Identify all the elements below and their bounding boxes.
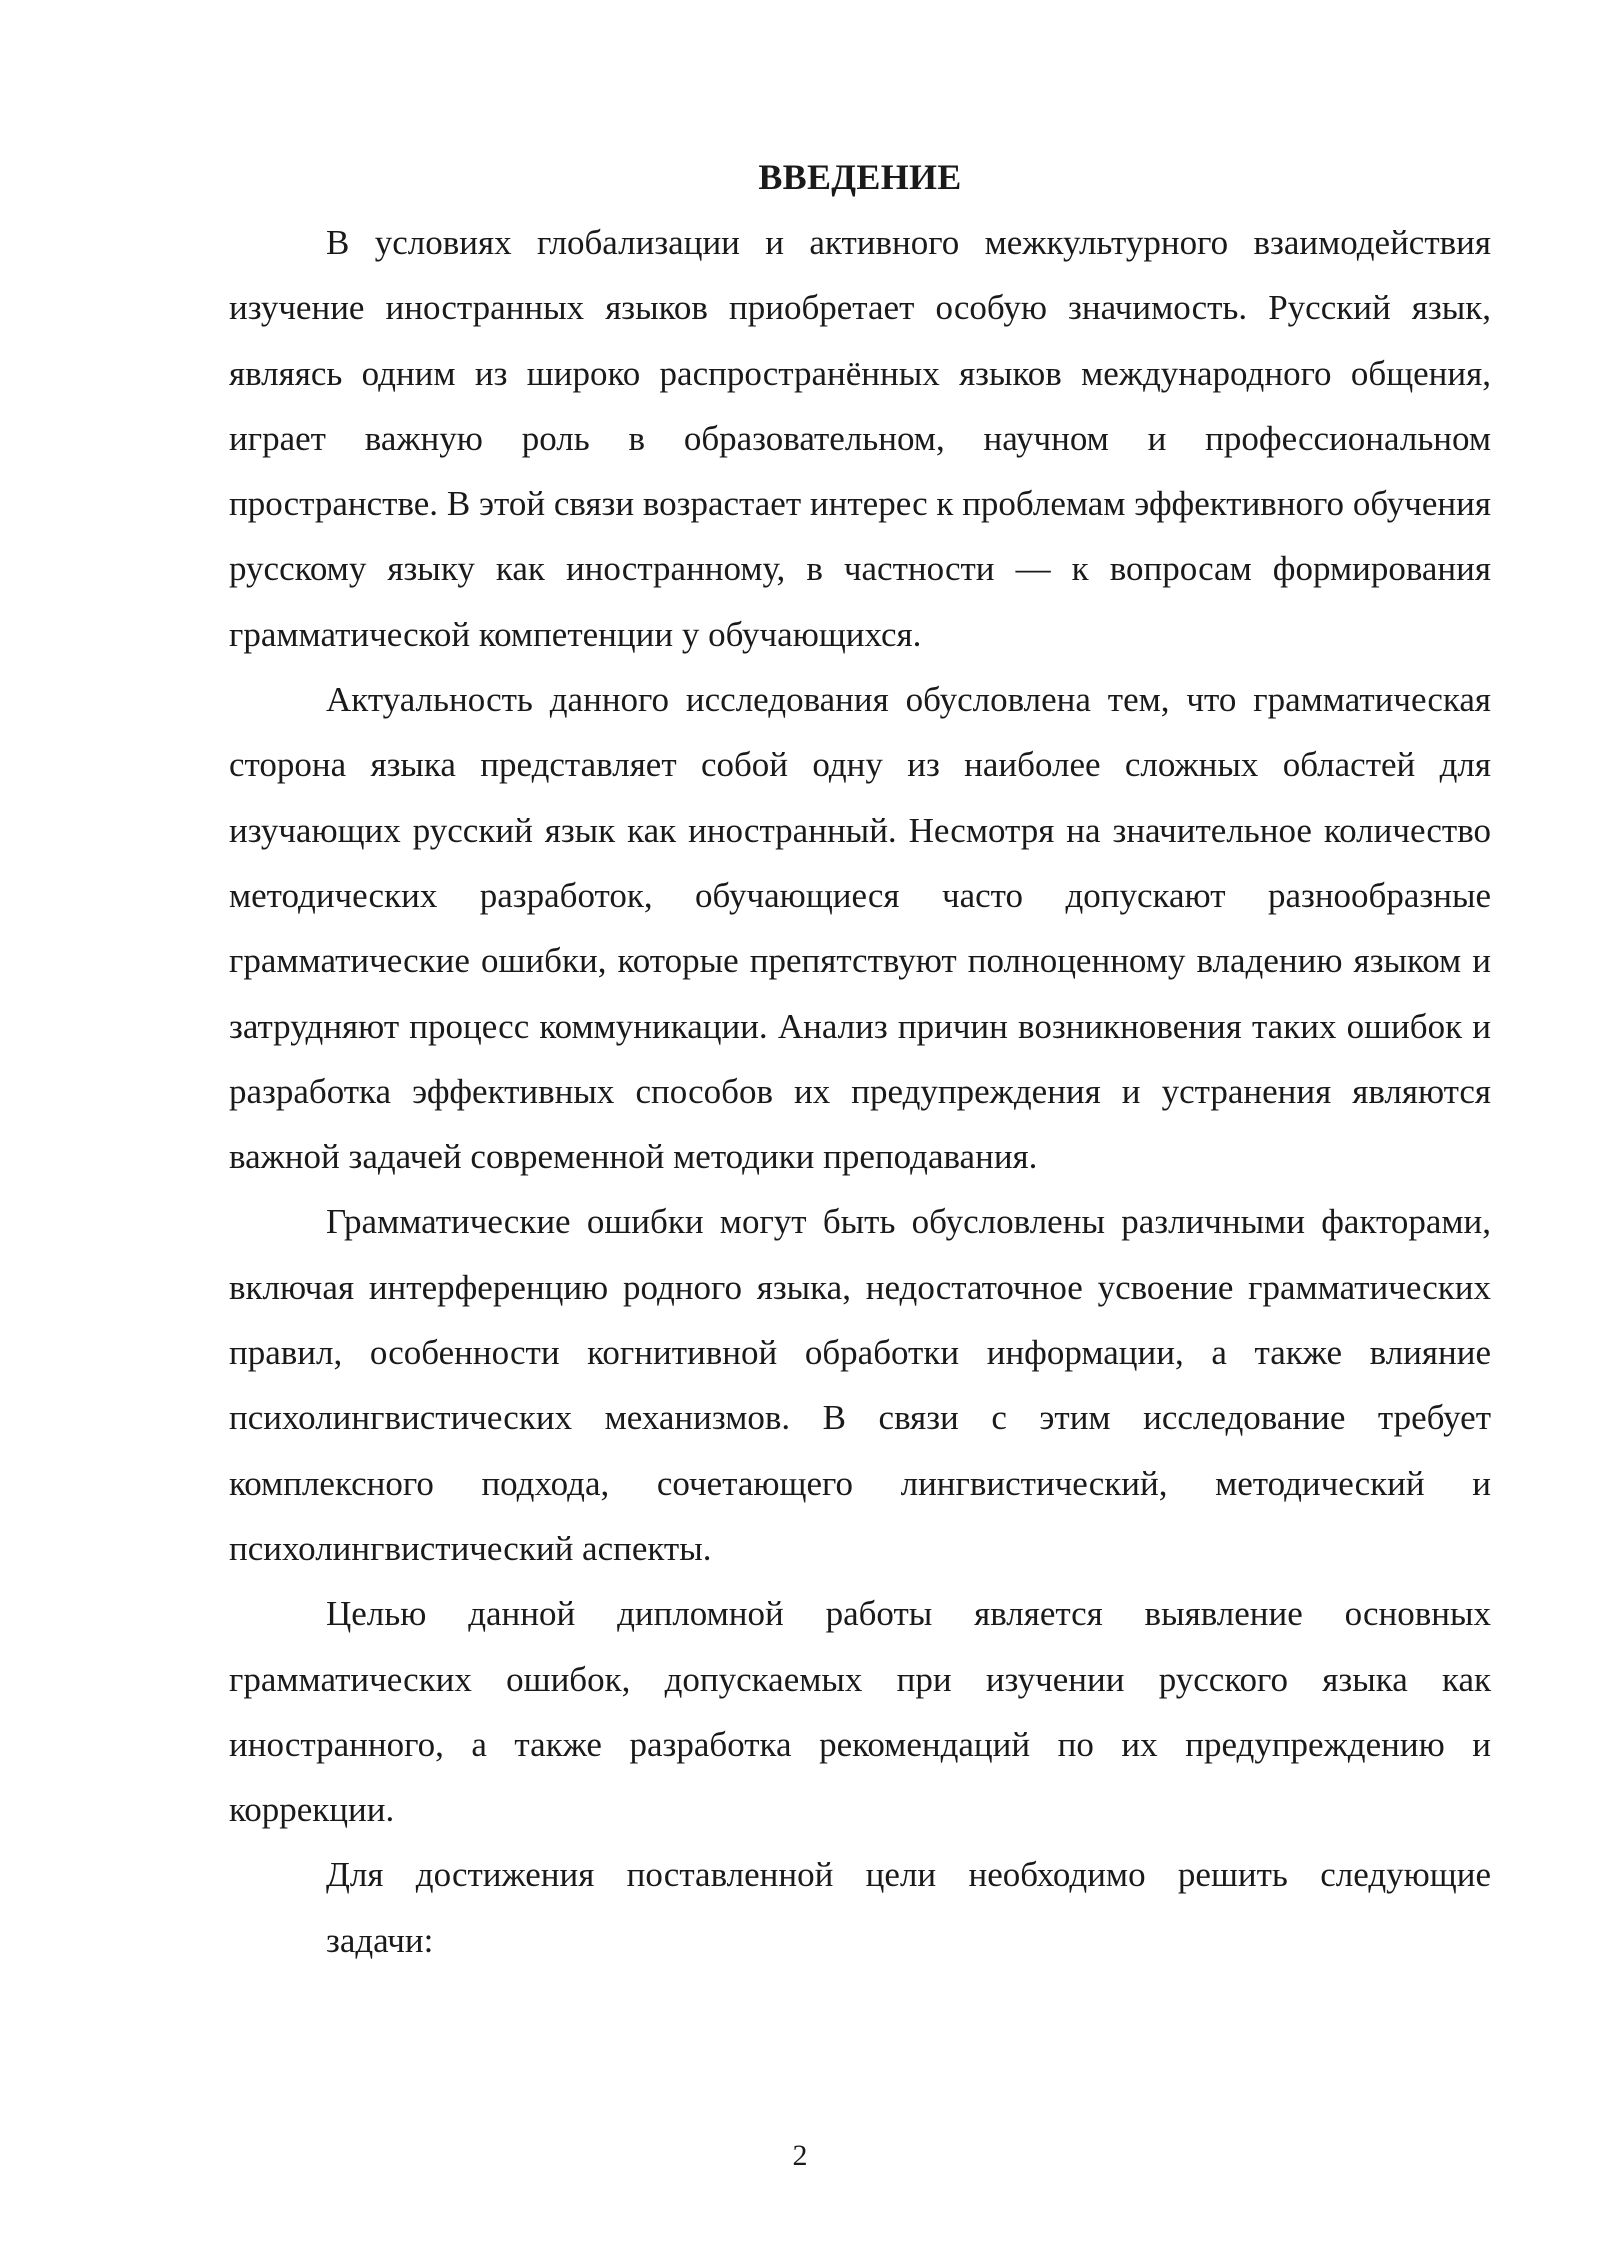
paragraph-relevance: Актуальность данного исследования обусловлена тем, что грамматическая сторона языка представляет собой одну из наиболее сложных областей для изучающих русский язык как иностранный. Несмотря на значительное количество методических разработок, обучающиеся часто допускают разнообразные грамматические ошибки, которые препятствуют полноценному владению языком и затрудняют процесс коммуникации. Анализ причин возникновения таких ошибок и разработка эффективных способов их предупреждения и устранения являются важной задачей современной методики преподавания. <box>229 680 1491 1177</box>
document-body <box>229 150 1491 1973</box>
paragraph-error-factors: Грамматические ошибки могут быть обусловлены различными факторами, включая интерференцию родного языка, недостаточное усвоение грамматических правил, особенности когнитивной обработки информации, а также влияние психолингвистических механизмов. В связи с этим исследование требует комплексного подхода, сочетающего лингвистический, методический и психолингвистический аспекты. <box>229 1202 1491 1568</box>
tasks-label: задачи: <box>326 1920 434 1960</box>
section-title: ВВЕДЕНИЕ <box>758 157 962 197</box>
page-number: 2 <box>792 2139 808 2172</box>
paragraph-goal: Целью данной дипломной работы является выявление основных грамматических ошибок, допускаемых при изучении русского языка как иностранного, а также разработка рекомендаций по их предупреждению и коррекции. <box>229 1594 1491 1830</box>
paragraph-intro: В условиях глобализации и активного межкультурного взаимодействия изучение иностранных языков приобретает особую значимость. Русский язык, являясь одним из широко распространённых языков международного общения, играет важную роль в образовательном, научном и профессиональном пространстве. В этой связи возрастает интерес к проблемам эффективного обучения русскому языку как иностранному, в частности — к вопросам формирования грамматической компетенции у обучающихся. <box>229 223 1491 654</box>
paragraph-tasks-intro: Для достижения поставленной цели необходимо решить следующие <box>326 1855 1491 1895</box>
